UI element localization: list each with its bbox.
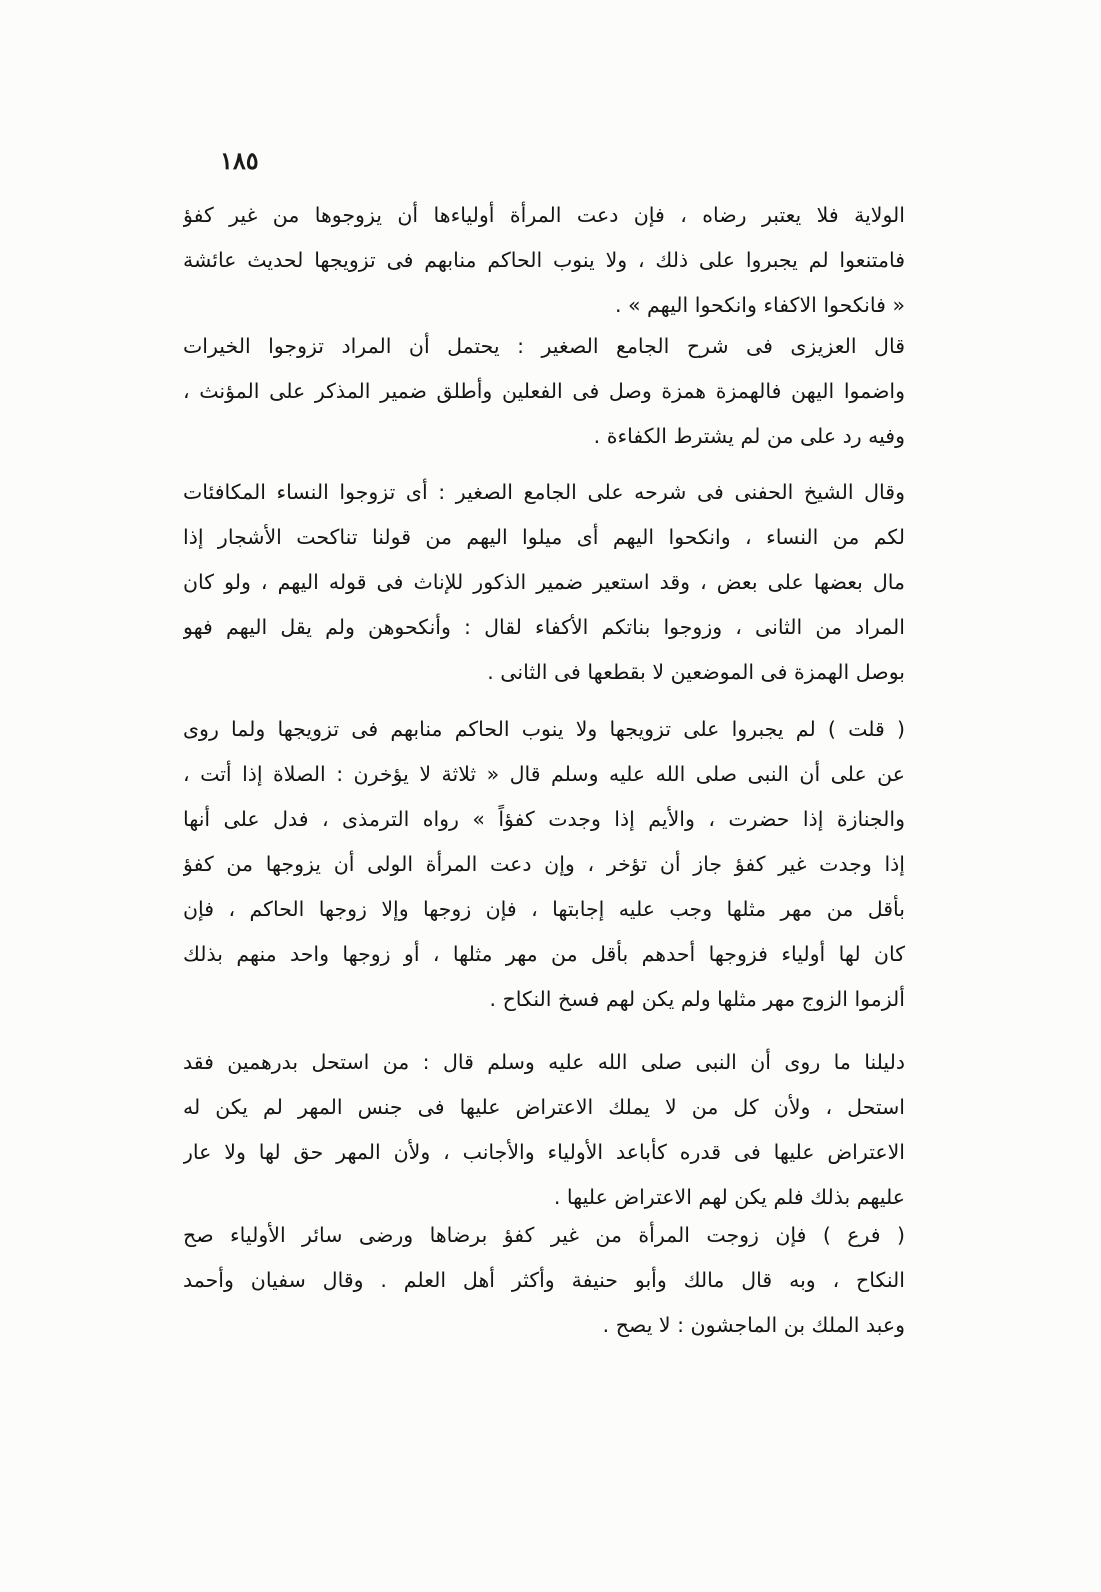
text-line: لكم من النساء ، وانكحوا اليهم أى ميلوا اليهم من قولنا تناكحت الأشجار إذا (183, 525, 905, 549)
text-line: فامتنعوا لم يجبروا على ذلك ، ولا ينوب الحاكم منابهم فى تزويجها لحديث عائشة (183, 248, 905, 272)
text-line: « فانكحوا الاكفاء وانكحوا اليهم » . (614, 293, 905, 317)
text-line: عليهم بذلك فلم يكن لهم الاعتراض عليها . (553, 1185, 905, 1209)
text-line: الاعتراض عليها فى قدره كأباعد الأولياء والأجانب ، ولأن المهر حق لها ولا عار (183, 1140, 905, 1164)
paragraph-2 (183, 324, 905, 459)
text-line: ( فرع ) فإن زوجت المرأة من غير كفؤ برضاها ورضى سائر الأولياء صح (183, 1223, 905, 1247)
paragraph-4 (183, 707, 905, 1022)
text-line: بوصل الهمزة فى الموضعين لا بقطعها فى الثانى . (487, 660, 905, 684)
text-line: كان لها أولياء فزوجها أحدهم بأقل من مهر مثلها ، أو زوجها واحد منهم بذلك (183, 942, 905, 966)
page-number: ١٨٥ (220, 146, 259, 175)
text-line: عن على أن النبى صلى الله عليه وسلم قال « ثلاثة لا يؤخرن : الصلاة إذا أتت ، (183, 762, 905, 786)
paragraph-1 (183, 193, 905, 328)
text-line: دليلنا ما روى أن النبى صلى الله عليه وسلم قال : من استحل بدرهمين فقد (183, 1050, 905, 1074)
text-line: والجنازة إذا حضرت ، والأيم إذا وجدت كفؤاً » رواه الترمذى ، فدل على أنها (183, 807, 905, 831)
text-line: وعبد الملك بن الماجشون : لا يصح . (602, 1313, 905, 1337)
text-line: النكاح ، وبه قال مالك وأبو حنيفة وأكثر أهل العلم . وقال سفيان وأحمد (183, 1268, 905, 1292)
text-line: الولاية فلا يعتبر رضاه ، فإن دعت المرأة أولياءها أن يزوجوها من غير كفؤ (183, 203, 905, 227)
text-line: إذا وجدت غير كفؤ جاز أن تؤخر ، وإن دعت المرأة الولى أن يزوجها من كفؤ (183, 852, 905, 876)
text-line: استحل ، ولأن كل من لا يملك الاعتراض عليها فى جنس المهر لم يكن له (183, 1095, 905, 1119)
text-line: مال بعضها على بعض ، وقد استعير ضمير الذكور للإناث فى قوله اليهم ، ولو كان (183, 570, 905, 594)
text-line: ألزموا الزوج مهر مثلها ولم يكن لهم فسخ النكاح . (489, 987, 905, 1011)
text-line: قال العزيزى فى شرح الجامع الصغير : يحتمل أن المراد تزوجوا الخيرات (183, 334, 905, 358)
text-line: المراد من الثانى ، وزوجوا بناتكم الأكفاء لقال : وأنكحوهن ولم يقل اليهم فهو (183, 615, 905, 639)
text-line: ( قلت ) لم يجبروا على تزويجها ولا ينوب الحاكم منابهم فى تزويجها ولما روى (183, 717, 905, 741)
paragraph-6 (183, 1213, 905, 1348)
paragraph-3 (183, 470, 905, 695)
paragraph-5 (183, 1040, 905, 1220)
text-line: واضموا اليهن فالهمزة همزة وصل فى الفعلين وأطلق ضمير المذكر على المؤنث ، (183, 379, 905, 403)
text-line: وفيه رد على من لم يشترط الكفاءة . (593, 424, 905, 448)
text-line: بأقل من مهر مثلها وجب عليه إجابتها ، فإن زوجها وإلا زوجها الحاكم ، فإن (183, 897, 905, 921)
text-line: وقال الشيخ الحفنى فى شرحه على الجامع الصغير : أى تزوجوا النساء المكافئات (183, 480, 905, 504)
